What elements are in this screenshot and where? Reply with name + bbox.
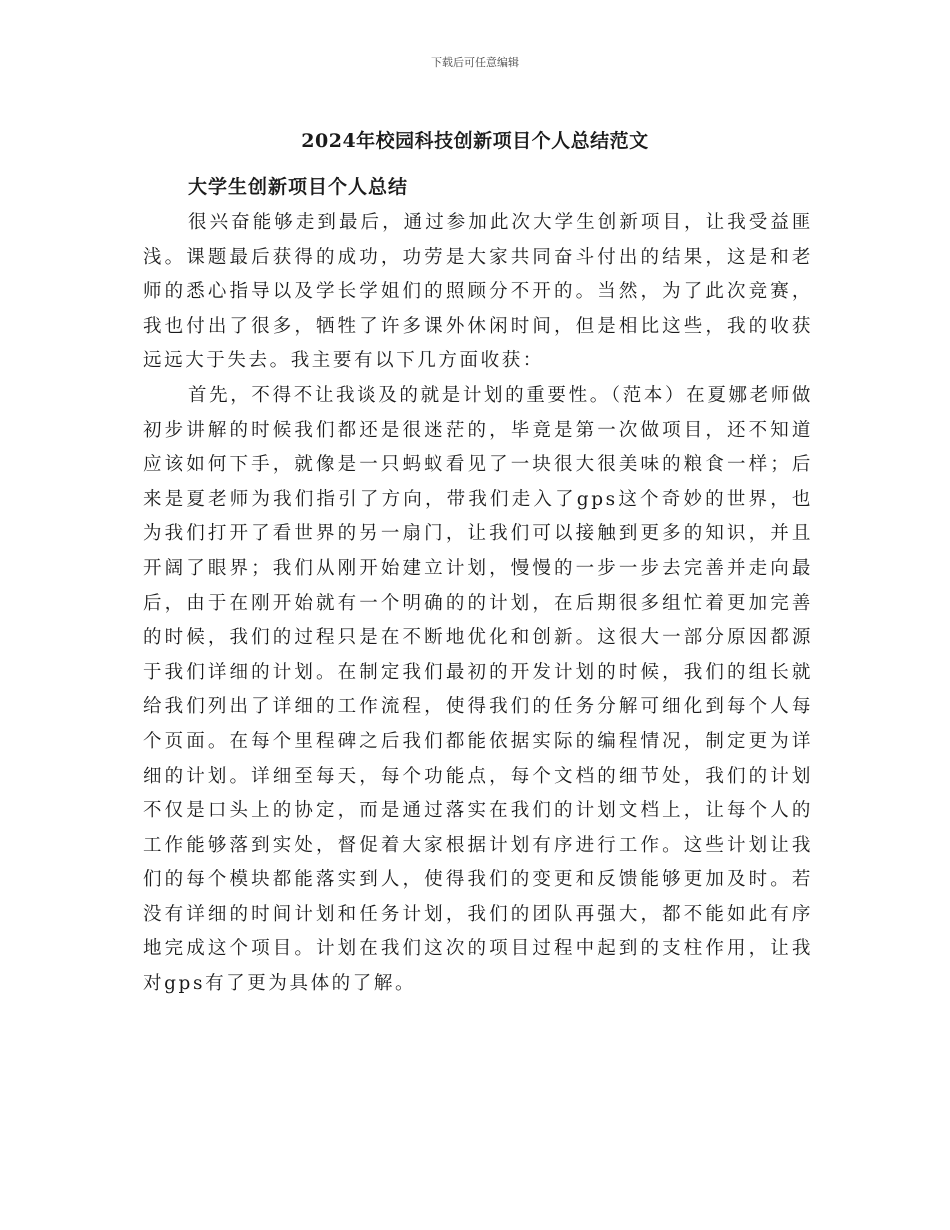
header-note: 下载后可任意编辑 <box>431 56 519 69</box>
section-heading: 大学生创新项目个人总结 <box>188 176 409 198</box>
document-title: 2024年校园科技创新项目个人总结范文 <box>301 130 649 152</box>
document-body <box>143 206 813 1002</box>
paragraph-planning: 首先，不得不让我谈及的就是计划的重要性。（范本）在夏娜老师做初步讲解的时候我们都还是很迷茫的，毕竟是第一次做项目，还不知道应该如何下手，就像是一只蚂蚁看见了一块很大很美味的粮食一样；后来是夏老师为我们指引了方向，带我们走入了gps这个奇妙的世界，也为我们打开了看世界的另一扇门，让我们可以接触到更多的知识，并且开阔了眼界；我们从刚开始建立计划，慢慢的一步一步去完善并走向最后，由于在刚开始就有一个明确的的计划，在后期很多组忙着更加完善的时候，我们的过程只是在不断地优化和创新。这很大一部分原因都源于我们详细的计划。在制定我们最初的开发计划的时候，我们的组长就给我们列出了详细的工作流程，使得我们的任务分解可细化到每个人每个页面。在每个里程碑之后我们都能依据实际的编程情况，制定更为详细的计划。详细至每天，每个功能点，每个文档的细节处，我们的计划不仅是口头上的协定，而是通过落实在我们的计划文档上，让每个人的工作能够落到实处，督促着大家根据计划有序进行工作。这些计划让我们的每个模块都能落实到人，使得我们的变更和反馈能够更加及时。若没有详细的时间计划和任务计划，我们的团队再强大，都不能如此有序地完成这个项目。计划在我们这次的项目过程中起到的支柱作用，让我对gps有了更为具体的了解。 <box>143 384 813 995</box>
paragraph-intro: 很兴奋能够走到最后，通过参加此次大学生创新项目，让我受益匪浅。课题最后获得的成功，功劳是大家共同奋斗付出的结果，这是和老师的悉心指导以及学长学姐们的照顾分不开的。当然，为了此次竞赛，我也付出了很多，牺牲了许多课外休闲时间，但是相比这些，我的收获远远大于失去。我主要有以下几方面收获： <box>143 212 813 372</box>
